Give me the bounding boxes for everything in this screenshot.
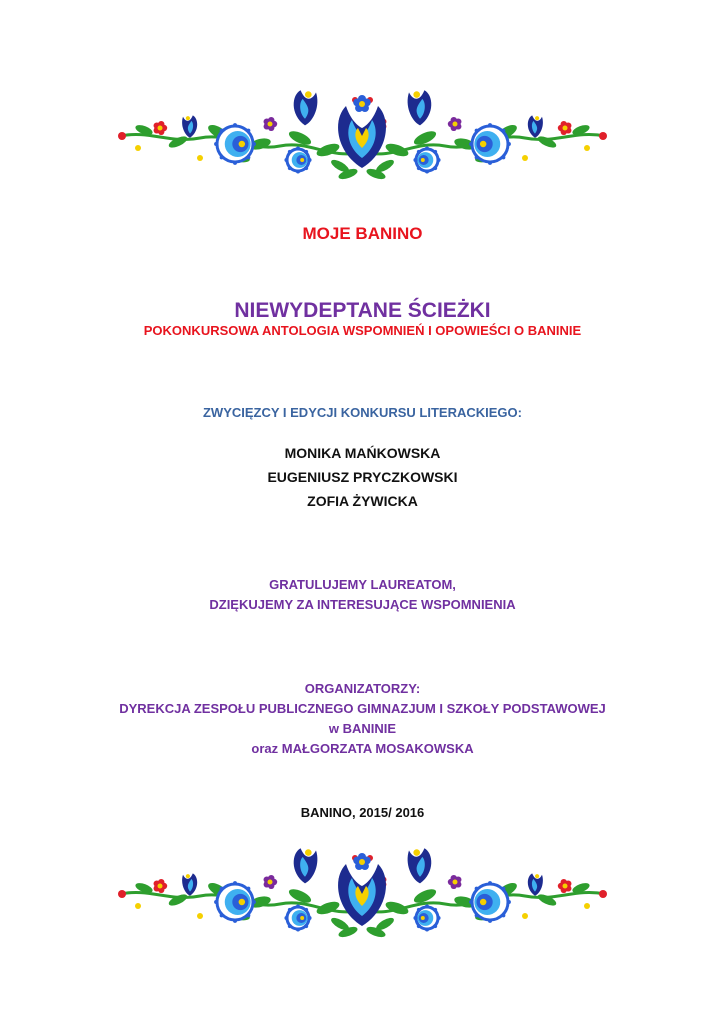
organizer-line: oraz MAŁGORZATA MOSAKOWSKA: [251, 741, 474, 756]
place-and-year: BANINO, 2015/ 2016: [300, 805, 425, 820]
organizer-line: w BANINIE: [328, 721, 397, 736]
anthology-subtitle: POKONKURSOWA ANTOLOGIA WSPOMNIEŃ I OPOWIEŚCI O BANINIE: [143, 323, 582, 338]
congrats-line: GRATULUJEMY LAUREATOM,: [269, 577, 456, 592]
thanks-line: DZIĘKUJEMY ZA INTERESUJĄCE WSPOMNIENIA: [209, 597, 516, 612]
organizers-heading: ORGANIZATORZY:: [304, 681, 421, 696]
winner-name: EUGENIUSZ PRYCZKOWSKI: [267, 469, 458, 485]
winner-name: ZOFIA ŻYWICKA: [307, 493, 418, 509]
winner-name: MONIKA MAŃKOWSKA: [284, 445, 441, 461]
winners-heading: ZWYCIĘZCY I EDYCJI KONKURSU LITERACKIEGO:: [202, 405, 522, 420]
organizer-line: DYREKCJA ZESPOŁU PUBLICZNEGO GIMNAZJUM I SZKOŁY PODSTAWOWEJ: [119, 701, 606, 716]
top-floral-ornament: [100, 80, 625, 190]
kashubian-floral-border-icon: [100, 80, 625, 190]
kashubian-floral-border-icon: [100, 838, 625, 948]
page-subtitle-moje-banino: MOJE BANINO: [302, 224, 423, 243]
page-title: NIEWYDEPTANE ŚCIEŻKI: [234, 299, 491, 322]
bottom-floral-ornament: [100, 838, 625, 948]
